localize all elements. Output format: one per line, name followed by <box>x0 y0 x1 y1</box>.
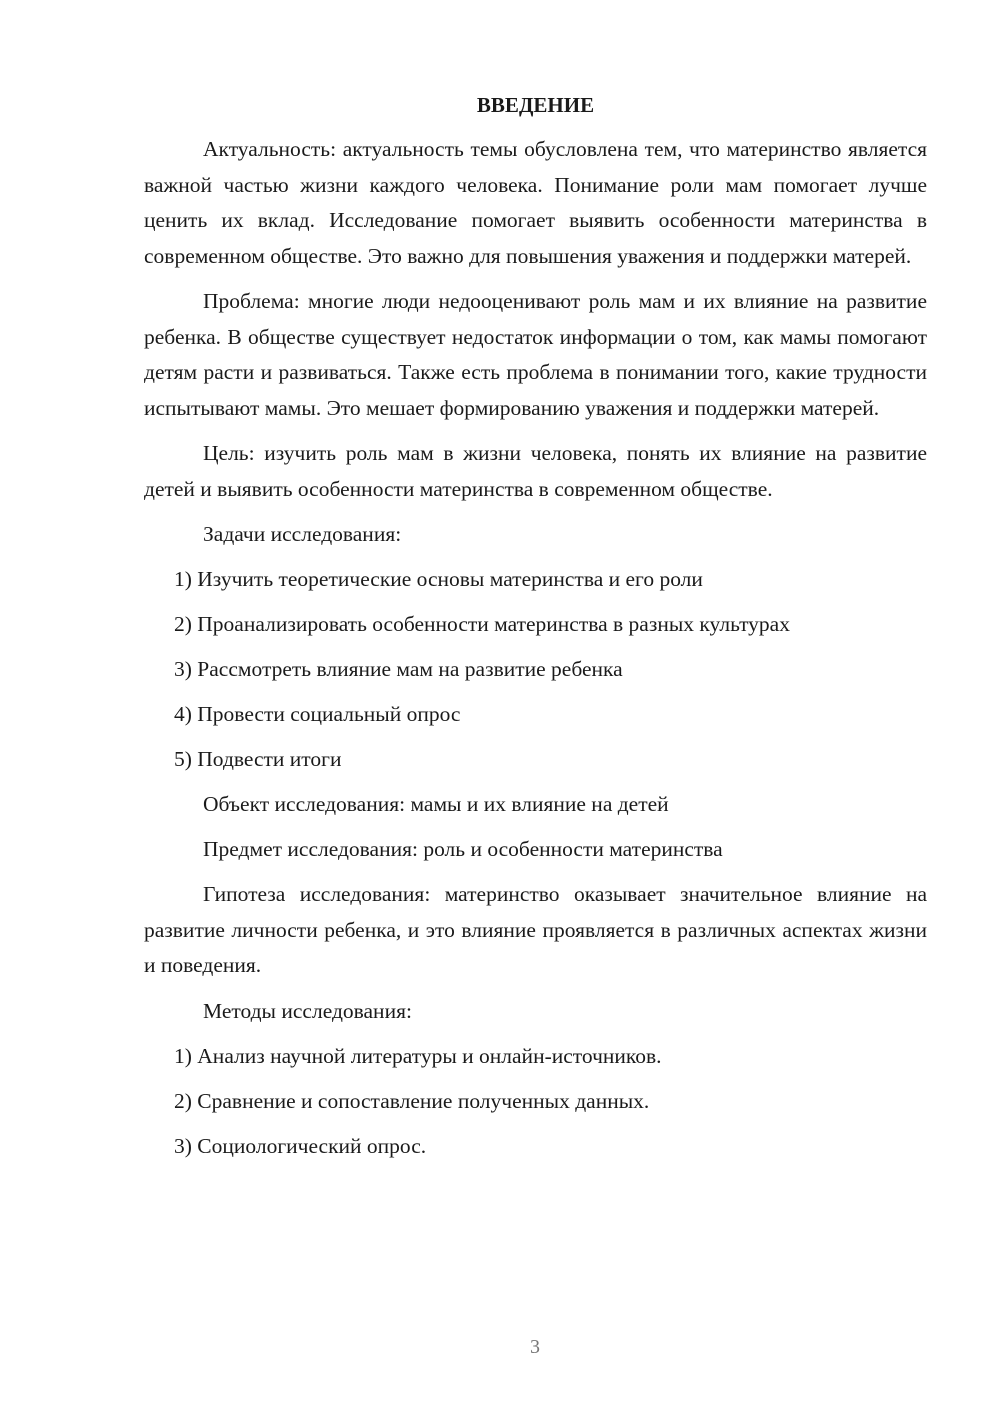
page-number: 3 <box>530 1336 540 1358</box>
research-object: Объект исследования: мамы и их влияние на детей <box>203 792 669 816</box>
problem-paragraph: Проблема: многие люди недооценивают роль мам и их влияние на развитие ребенка. В обществе существует недостаток информации о том, как мамы помогают детям расти и развиваться. Также есть проблема в понимании того, какие трудности испытывают мамы. Это мешает формированию уважения и поддержки матерей. <box>144 289 927 420</box>
method-item: 1) Анализ научной литературы и онлайн-источников. <box>174 1043 662 1068</box>
goal-paragraph: Цель: изучить роль мам в жизни человека, понять их влияние на развитие детей и выявить особенности материнства в современном обществе. <box>144 441 927 501</box>
method-item: 2) Сравнение и сопоставление полученных данных. <box>174 1088 650 1113</box>
task-item: 3) Рассмотреть влияние мам на развитие ребенка <box>174 657 623 681</box>
task-item: 4) Провести социальный опрос <box>174 702 461 726</box>
relevance-paragraph: Актуальность: актуальность темы обусловлена тем, что материнство является важной частью жизни каждого человека. Понимание роли мам помогает лучше ценить их вклад. Исследование помогает выявить особенности материнства в современном обществе. Это важно для повышения уважения и поддержки матерей. <box>144 137 927 268</box>
methods-heading: Методы исследования: <box>203 998 412 1023</box>
task-item: 1) Изучить теоретические основы материнства и его роли <box>174 567 703 591</box>
task-item: 5) Подвести итоги <box>174 747 342 771</box>
method-item: 3) Социологический опрос. <box>174 1133 427 1158</box>
document-page <box>144 92 927 1174</box>
hypothesis-paragraph: Гипотеза исследования: материнство оказывает значительное влияние на развитие личности ребенка, и это влияние проявляется в различных аспектах жизни и поведения. <box>144 882 927 977</box>
tasks-heading: Задачи исследования: <box>203 522 402 546</box>
page-title: ВВЕДЕНИЕ <box>476 93 595 117</box>
research-subject: Предмет исследования: роль и особенности материнства <box>203 837 723 861</box>
task-item: 2) Проанализировать особенности материнства в разных культурах <box>174 612 790 636</box>
